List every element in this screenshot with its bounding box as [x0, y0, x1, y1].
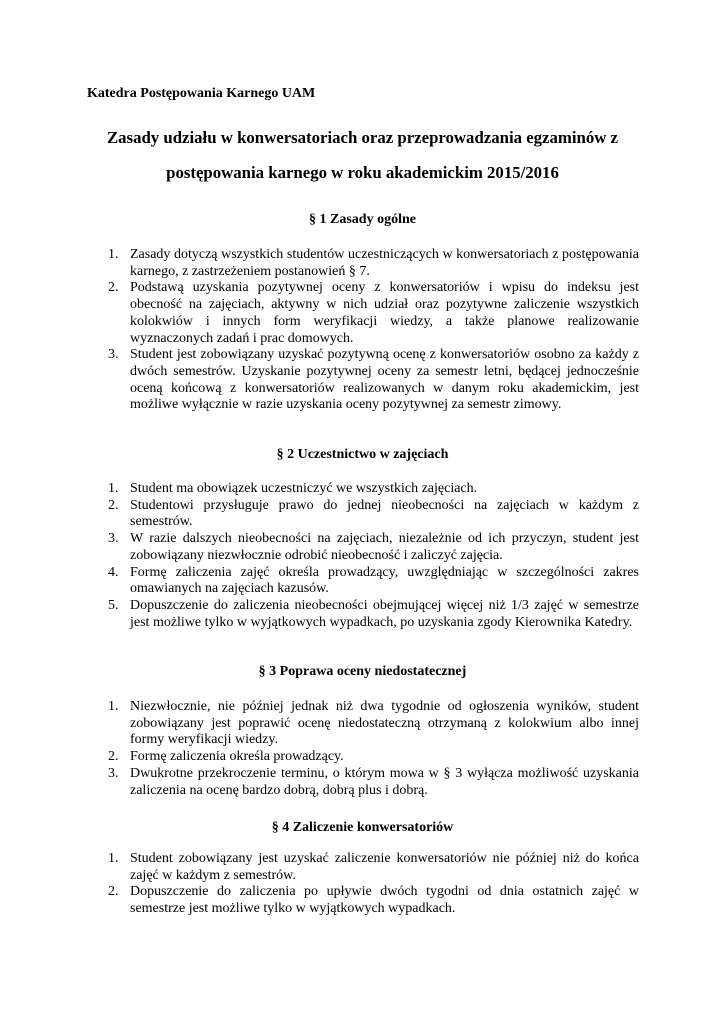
item-number: 1. [108, 851, 119, 866]
section-heading-3: § 3 Poprawa oceny niedostatecznej [258, 664, 467, 679]
item-number: 1. [108, 481, 119, 496]
document-title [80, 120, 645, 190]
item-text: Formę zaliczenia określa prowadzący. [130, 749, 344, 765]
item-number: 3. [108, 531, 119, 547]
section-heading-2: § 2 Uczestnictwo w zajęciach [276, 447, 449, 462]
item-number: 1. [108, 247, 119, 262]
title-line-2: postępowania karnego w roku akademickim 2015/2016 [166, 163, 559, 182]
item-number: 2. [108, 280, 119, 296]
item-text: W razie dalszych nieobecności na zajęciach, niezależnie od ich przyczyn, student jest zobowiązany niezwłocznie odrobić nieobecność i zaliczyć zajęcia. [130, 531, 639, 563]
item-text: Dopuszczenie do zaliczenia nieobecności obejmującej więcej niż 1/3 zajęć w semestrze jest możliwe tylko w wyjątkowych wypadkach, po uzyskania zgody Kierownika Katedry. [130, 597, 639, 630]
section-heading-1: § 1 Zasady ogólne [309, 212, 416, 227]
item-text: Formę zaliczenia zajęć określa prowadzący, uwzględniając w szczególności zakres omawianych na zajęciach kazusów. [130, 564, 639, 597]
item-text: Podstawą uzyskania pozytywnej oceny z konwersatoriów i wpisu do indeksu jest obecność na zajęciach, aktywny w nich udział oraz pozytywne zaliczenie wszystkich kolokwiów i innych form weryfikacji wiedzy, a także planowe realizowanie wyznaczonych zadań i prac domowych. [130, 280, 639, 346]
section-heading-4: § 4 Zaliczenie konwersatoriów [271, 820, 454, 835]
section-3-list [108, 699, 639, 799]
item-text: Student zobowiązany jest uzyskać zaliczenie konwersatoriów nie później niż do końca zajęć w każdym z semestrów. [130, 851, 639, 883]
item-number: 3. [108, 347, 119, 363]
item-number: 3. [108, 765, 119, 781]
list-item [108, 766, 639, 799]
title-line-1: Zasady udziału w konwersatoriach oraz przeprowadzania egzaminów z [106, 128, 619, 147]
department-name: Katedra Postępowania Karnego UAM [87, 86, 316, 101]
item-text: Studentowi przysługuje prawo do jednej nieobecności na zajęciach w każdym z semestrów. [130, 497, 639, 530]
item-number: 2. [108, 497, 119, 513]
item-text: Student jest zobowiązany uzyskać pozytywną ocenę z konwersatoriów osobno za każdy z dwóch semestrów. Uzyskanie pozytywnej oceny za semestr letni, będącej jednocześnie oceną końcową z konwersatoriów realizowanych w danym roku akademickim, jest możliwe wyłącznie w razie uzyskania oceny pozytywnej za semestr zimowy. [130, 347, 639, 413]
list-item [108, 749, 639, 766]
list-item [108, 699, 639, 749]
list-item [108, 851, 639, 884]
list-item [108, 498, 639, 531]
item-number: 2. [108, 884, 119, 900]
item-text: Student ma obowiązek uczestniczyć we wszystkich zajęciach. [130, 481, 478, 496]
list-item [108, 280, 639, 347]
item-text: Niezwłocznie, nie później jednak niż dwa tygodnie od ogłoszenia wyników, student zobowiązany jest poprawić ocenę niedostateczną otrzymaną z kolokwium albo innej formy weryfikacji wiedzy. [130, 699, 639, 748]
item-text: Dwukrotne przekroczenie terminu, o którym mowa w § 3 wyłącza możliwość uzyskania zaliczenia na ocenę bardzo dobrą, dobrą plus i dobrą. [130, 765, 639, 798]
list-item [108, 531, 639, 564]
section-1-list [108, 247, 639, 414]
list-item [108, 598, 639, 631]
list-item [108, 247, 639, 280]
section-2-list [108, 481, 639, 631]
item-number: 4. [108, 564, 119, 580]
list-item [108, 565, 639, 598]
item-text: Dopuszczenie do zaliczenia po upływie dwóch tygodni od dnia ostatnich zajęć w semestrze jest możliwe tylko w wyjątkowych wypadkach. [130, 884, 639, 917]
item-number: 2. [108, 749, 119, 765]
item-number: 1. [108, 699, 119, 714]
list-item [108, 884, 639, 917]
section-4-list [108, 851, 639, 918]
list-item [108, 481, 639, 498]
list-item [108, 347, 639, 414]
item-text: Zasady dotyczą wszystkich studentów uczestniczących w konwersatoriach z postępowania karnego, z zastrzeżeniem postanowień § 7. [130, 247, 639, 279]
item-number: 5. [108, 597, 119, 613]
